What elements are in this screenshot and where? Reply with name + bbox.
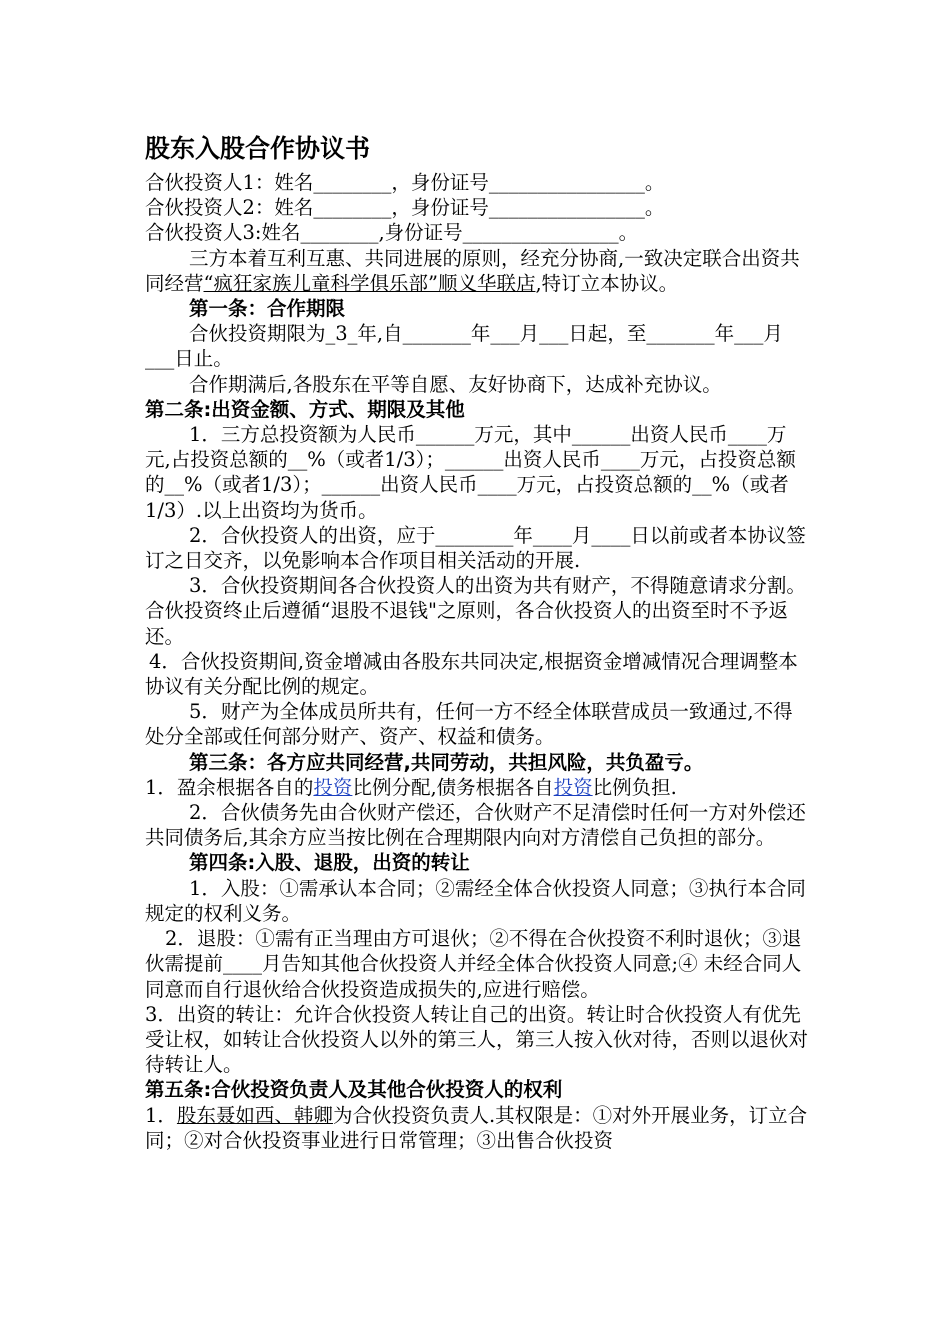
intro-paragraph [145, 246, 810, 296]
article-5-item-1 [145, 1103, 810, 1153]
intro-text-end: ,特订立本协议。 [535, 271, 679, 295]
article-3-item-2: 2．合伙债务先由合伙财产偿还，合伙财产不足清偿时任何一方对外偿还共同债务后,其余方应当按比例在合理期限内向对方清偿自己负担的部分。 [145, 801, 806, 850]
article-2-item-4: 4．合伙投资期间,资金增减由各股东共同决定,根据资金增减情况合理调整本协议有关分配比例的规定。 [145, 649, 798, 699]
article-2-heading: 第二条:出资金额、方式、期限及其他 [145, 397, 465, 421]
investor-2-line: 合伙投资人2：姓名________，身份证号________________。 [145, 196, 665, 220]
article-4-heading: 第四条:入股、退股，出资的转让 [189, 851, 470, 875]
article-3-item-1-text-3: 比例负担. [592, 775, 677, 799]
investment-link-2[interactable]: 投资 [553, 775, 593, 799]
article-3-heading: 第三条：各方应共同经营,共同劳动，共担风险，共负盈亏。 [189, 750, 704, 774]
article-2-item-2: 2．合伙投资人的出资，应于________年____月____日以前或者本协议签订之日交齐，以免影响本合作项目相关活动的开展. [145, 523, 806, 573]
article-3-item-1-text-2: 比例分配,债务根据各自 [352, 775, 554, 799]
article-5-item-1-number: 1． [145, 1103, 177, 1127]
article-4-item-3: 3．出资的转让：允许合伙投资人转让自己的出资。转让时合伙投资人有优先受让权，如转让合伙投资人以外的第三人，第三人按入伙对待，否则以退伙对待转让人。 [145, 1002, 809, 1077]
investor-3-line: 合伙投资人3:姓名________,身份证号________________。 [145, 221, 639, 245]
investor-1-line: 合伙投资人1：姓名________，身份证号________________。 [145, 171, 665, 194]
article-5-item-1-text: 为合伙投资负责人.其权限是：①对外开展业务，订立合同；②对合伙投资事业进行日常管理；③出售合伙投资 [145, 1103, 808, 1152]
article-3-item-1 [145, 775, 810, 800]
intro-text: 三方本着互利互惠、共同进展的原则，经充分协商,一致决定联合出资共同经营 [145, 246, 800, 295]
article-5-heading: 第五条:合伙投资负责人及其他合伙投资人的权利 [145, 1078, 563, 1102]
article-2-item-1: 1．三方总投资额为人民币______万元，其中______出资人民币____万元,占投资总额的__%（或者1/3）；______出资人民币____万元，占投资总额的__%（或者1/3）；______出资人民币____万元，占投资总额的__%（或者1/3）.以上出资均为货币。 [145, 423, 796, 522]
article-1-renewal: 合作期满后,各股东在平等自愿、友好协商下，达成补充协议。 [189, 372, 722, 396]
article-1-heading: 第一条：合作期限 [189, 297, 346, 321]
article-3-item-1-text: 1．盈余根据各自的 [145, 775, 314, 799]
investment-link-1[interactable]: 投资 [313, 775, 353, 799]
article-4-item-2: 2．退股：①需有正当理由方可退伙；②不得在合伙投资不利时退伙；③退伙需提前____月告知其他合伙投资人并经全体合伙投资人同意;④ 未经合同人同意而自行退伙给合伙投资造成损失的,应进行赔偿。 [145, 927, 802, 1001]
document-title: 股东入股合作协议书 [145, 134, 371, 163]
article-4-item-1: 1．入股：①需承认本合同；②需经全体合伙投资人同意；③执行本合同规定的权利义务。 [145, 876, 806, 925]
article-2-item-3: 3．合伙投资期间各合伙投资人的出资为共有财产，不得随意请求分割。合伙投资终止后遵循“退股不退钱"之原则，各合伙投资人的出资至时不予返还。 [145, 574, 806, 648]
responsible-partners: 股东聂如西、韩卿 [176, 1103, 333, 1127]
article-2-item-5: 5．财产为全体成员所共有，任何一方不经全体联营成员一致通过,不得处分全部或任何部分财产、资产、权益和债务。 [145, 700, 793, 749]
store-name: “疯狂家族儿童科学俱乐部”顺义华联店 [203, 271, 536, 295]
document-page [145, 132, 810, 1153]
article-1-term: 合伙投资期限为_3_年,自_______年___月___日起，至_______年___月___日止。 [145, 322, 783, 371]
